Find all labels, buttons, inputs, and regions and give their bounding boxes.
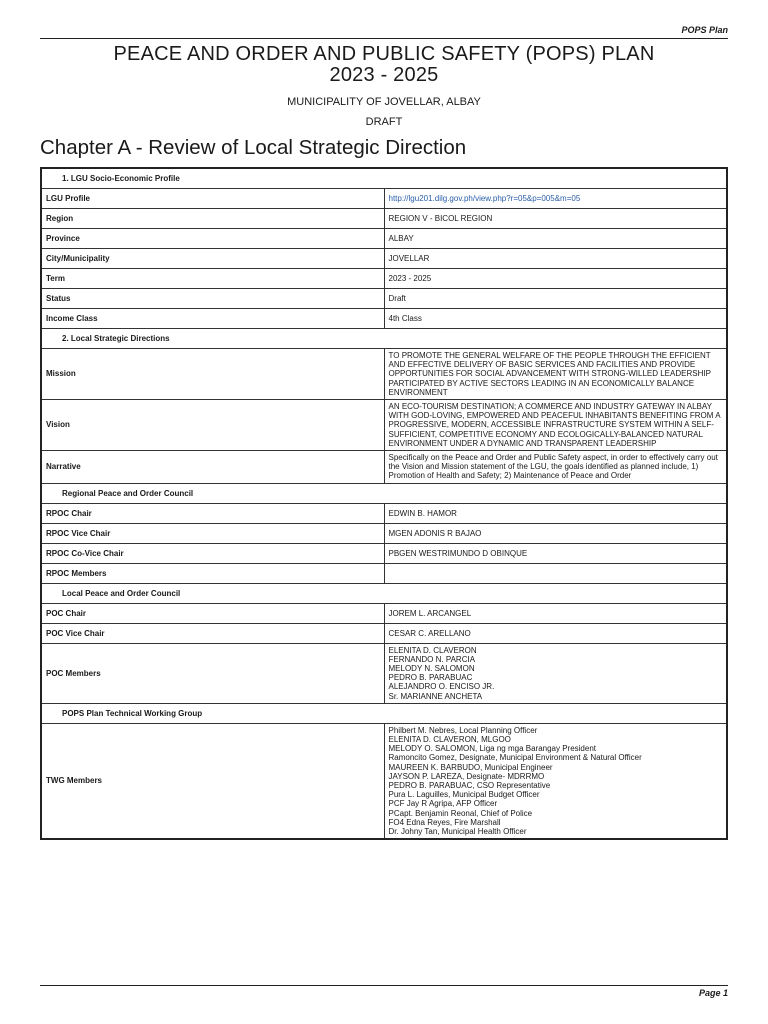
row-value: ALBAY: [384, 229, 727, 249]
table-row: [41, 563, 727, 583]
table-row: [41, 189, 727, 209]
section-row: [41, 583, 727, 603]
section-row: [41, 168, 727, 189]
list-item: MAUREEN K. BARBUDO, Municipal Engineer: [388, 762, 553, 772]
table-row: [41, 400, 727, 451]
section-row: [41, 703, 727, 723]
list-item: Philbert M. Nebres, Local Planning Officer: [388, 725, 538, 735]
row-value: MGEN ADONIS R BAJAO: [384, 523, 727, 543]
section-row: [41, 329, 727, 349]
draft-label: DRAFT: [365, 116, 403, 128]
table-row: [41, 289, 727, 309]
row-label: Province: [41, 229, 384, 249]
table-row: [41, 209, 727, 229]
list-item: JAYSON P. LAREZA, Designate- MDRRMO: [388, 771, 545, 781]
row-label: POC Chair: [41, 603, 384, 623]
document-title-line1: PEACE AND ORDER AND PUBLIC SAFETY (POPS) PLAN: [113, 43, 655, 65]
list-item: FO4 Edna Reyes, Fire Marshall: [388, 817, 501, 827]
list-item: PCF Jay R Agripa, AFP Officer: [388, 799, 498, 809]
table-row: [41, 309, 727, 329]
section-heading-twg: POPS Plan Technical Working Group: [41, 703, 727, 723]
poc-members-list: [384, 643, 727, 703]
narrative-text: Specifically on the Peace and Order and Public Safety aspect, in order to effectively carry out the Vision and Mission statement of the LGU, the goals identified as planned include, 1) Promotion of Health and Safety; 2) Maintenance of Peace and Order: [384, 451, 727, 484]
table-row: [41, 349, 727, 400]
list-item: ELENITA D. CLAVERON, MLGOO: [388, 735, 511, 745]
table-row: [41, 269, 727, 289]
row-label: Mission: [41, 349, 384, 400]
row-value: [384, 563, 727, 583]
list-item: PEDRO B. PARABUAC: [388, 673, 473, 683]
table-row: [41, 503, 727, 523]
row-value: 2023 - 2025: [384, 269, 727, 289]
list-item: Dr. Johny Tan, Municipal Health Officer: [388, 827, 527, 837]
strategic-direction-table: [40, 167, 728, 840]
row-value: Draft: [384, 289, 727, 309]
section-row: [41, 483, 727, 503]
lgu-profile-link[interactable]: http://lgu201.dilg.gov.ph/view.php?r=05&p=005&m=05: [388, 193, 581, 203]
list-item: PCapt. Benjamin Reonal, Chief of Police: [388, 808, 533, 818]
row-value: JOREM L. ARCANGEL: [384, 603, 727, 623]
table-row: [41, 229, 727, 249]
row-value: CESAR C. ARELLANO: [384, 623, 727, 643]
row-label: Narrative: [41, 451, 384, 484]
list-item: Ramoncito Gomez, Designate, Municipal Environment & Natural Officer: [388, 753, 642, 763]
table-row: [41, 643, 727, 703]
row-label: Region: [41, 209, 384, 229]
row-label: RPOC Chair: [41, 503, 384, 523]
row-label: RPOC Co-Vice Chair: [41, 543, 384, 563]
twg-members-list: [384, 723, 727, 839]
row-label: RPOC Vice Chair: [41, 523, 384, 543]
list-item: ELENITA D. CLAVERON: [388, 645, 477, 655]
row-label: Vision: [41, 400, 384, 451]
row-value: 4th Class: [384, 309, 727, 329]
section-heading-profile: 1. LGU Socio-Economic Profile: [41, 168, 727, 189]
table-row: [41, 543, 727, 563]
vision-text: AN ECO-TOURISM DESTINATION; A COMMERCE AND INDUSTRY GATEWAY IN ALBAY WITH GOD-LOVING, EMPOWERED AND PEACEFUL INHABITANTS BENEFITING FROM A PROGRESSIVE, MODERN, ACCESSIBLE INFRASTRUCTURE SYSTEM WITHIN A SELF-SUFFICIENT, COMPETITIVE ECONOMY AND ECOLOGICALLY-BALANCED NATURAL ENVIRONMENT UNDER A DYNAMIC AND TRANSPARENT LEADERSHIP: [384, 400, 727, 451]
row-label: LGU Profile: [41, 189, 384, 209]
list-item: MELODY N. SALOMON: [388, 664, 475, 674]
section-heading-directions: 2. Local Strategic Directions: [41, 329, 727, 349]
row-label: Income Class: [41, 309, 384, 329]
mission-text: TO PROMOTE THE GENERAL WELFARE OF THE PEOPLE THROUGH THE EFFICIENT AND EFFECTIVE DELIVERY OF BASIC SERVICES AND FACILITIES AND PROVIDE OPPORTUNITIES FOR SOCIAL ADVANCEMENT WITH STRONG-WILLED LEADERSHIP PARTICIPATED BY ACTIVE SECTORS LEADING IN AN ECONOMICALLY BALANCE ENVIRONMENT: [384, 349, 727, 400]
row-label: City/Municipality: [41, 249, 384, 269]
table-row: [41, 603, 727, 623]
row-label: Status: [41, 289, 384, 309]
section-heading-rpoc: Regional Peace and Order Council: [41, 483, 727, 503]
list-item: MELODY O. SALOMON, Liga ng mga Barangay President: [388, 744, 597, 754]
row-value: REGION V - BICOL REGION: [384, 209, 727, 229]
list-item: Sr. MARIANNE ANCHETA: [388, 691, 483, 701]
table-row: [41, 623, 727, 643]
municipality-subtitle: MUNICIPALITY OF JOVELLAR, ALBAY: [287, 96, 481, 108]
list-item: PEDRO B. PARABUAC, CSO Representative: [388, 781, 551, 791]
row-label: POC Vice Chair: [41, 623, 384, 643]
row-label: POC Members: [41, 643, 384, 703]
page-footer: [40, 985, 728, 1000]
list-item: FERNANDO N. PARCIA: [388, 654, 476, 664]
document-title: [40, 44, 728, 86]
document-title-block: [40, 44, 728, 128]
table-row: [41, 249, 727, 269]
running-header-title: POPS Plan: [681, 25, 728, 35]
row-label: Term: [41, 269, 384, 289]
row-label: RPOC Members: [41, 563, 384, 583]
row-value: EDWIN B. HAMOR: [384, 503, 727, 523]
list-item: ALEJANDRO O. ENCISO JR.: [388, 682, 495, 692]
list-item: Pura L. Laguilles, Municipal Budget Officer: [388, 790, 540, 800]
section-heading-poc: Local Peace and Order Council: [41, 583, 727, 603]
running-header: [40, 24, 728, 39]
document-title-line2: 2023 - 2025: [329, 64, 439, 86]
chapter-heading: Chapter A - Review of Local Strategic Direction: [40, 136, 467, 159]
row-value: [384, 189, 727, 209]
page-number: Page 1: [698, 988, 728, 998]
table-row: [41, 451, 727, 484]
table-row: [41, 723, 727, 839]
row-value: JOVELLAR: [384, 249, 727, 269]
table-row: [41, 523, 727, 543]
row-value: PBGEN WESTRIMUNDO D OBINQUE: [384, 543, 727, 563]
row-label: TWG Members: [41, 723, 384, 839]
